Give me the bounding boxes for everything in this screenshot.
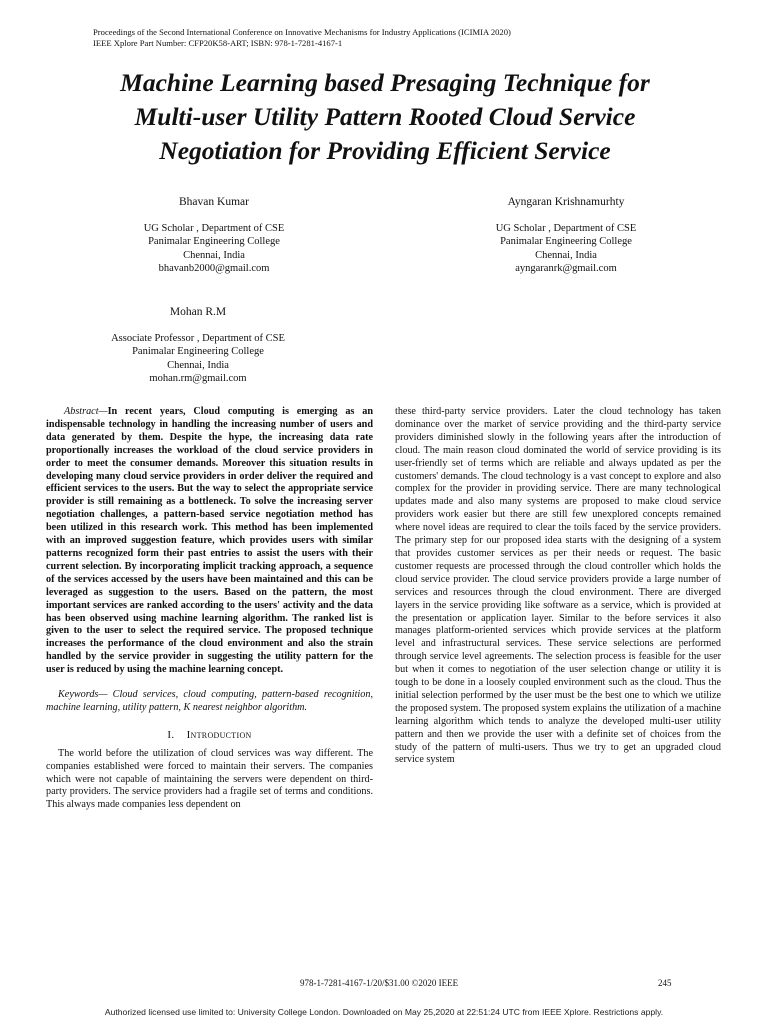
title-line-2: Multi-user Utility Pattern Rooted Cloud Service [134,102,636,131]
author-role: UG Scholar , Department of CSE [495,223,637,235]
author-name: Ayngaran Krishnamurhty [507,196,625,208]
abstract-label: Abstract— [64,406,108,417]
conference-header-line-1: Proceedings of the Second International Conference on Innovative Mechanisms for Industry Applications (ICIMIA 2020) [93,27,511,37]
author-block-3 [84,306,312,385]
author-block-1 [100,196,328,275]
author-email: mohan.rm@gmail.com [149,372,247,384]
author-block-2 [452,196,680,275]
paper-title [40,66,730,168]
author-role: Associate Professor , Department of CSE [111,333,285,345]
intro-paragraph-continued: these third-party service providers. Later the cloud technology has taken dominance over the market of service providing and the third-party service providers diminished slowly in the following years after the introduction of cloud. The main reason cloud dominated the world of service providing is its user-friendly set of terms which are reliable and always updated as per the customers' demands. The cloud technology is a vast concept to explore and also complex for the provider in providing service. There are many technological updates made and also many systems are proposed to make cloud service providers work easier but there are still few unexplored concepts remained where novel ideas are required to clear the toils faced by the service providers. The primary step for our proposed idea starts with the designing of a system that provides customer services as per their needs or request. The basic customer requests are processed through the cloud controller which holds the cloud service provider. The cloud service providers provide a large number of services and resources through the cloud environment. There are diverged layers in the service providing like software as a service, which is provided at the presentation or application layer. Similar to the before services it also manages platform-oriented services which provide services at the platform level and infrastructural services. These service selections are performed through service level agreements. The selection process is feasible for the user but when it comes to negotiation of the user selection change or utility it is tough to be done in a loosely coupled environment such as the cloud. Thus the initial selection performed by the user must be the best one to which we utilize the proposed system. The proposed system explains the utilization of a machine learning algorithm which tends to analyze the developed multi-user utility pattern and then we provide the user with a definite set of choices from the study of the pattern of multi-users. Thus we try to get an upgraded cloud service system [395,406,721,766]
left-column [46,406,373,812]
author-location: Chennai, India [535,249,597,261]
title-line-3: Negotiation for Providing Efficient Service [159,136,611,165]
intro-paragraph: The world before the utilization of cloud services was way different. The companies established were forced to maintain their servers. The companies which were not capable of maintaining the servers were dependent on third-party providers. The service providers had a fragile set of terms and conditions. This always made companies less dependent on [46,747,373,811]
section-title: Introduction [186,728,252,741]
conference-header-line-2: IEEE Xplore Part Number: CFP20K58-ART; ISBN: 978-1-7281-4167-1 [93,38,343,48]
license-notice: Authorized licensed use limited to: University College London. Downloaded on May 25,2020 at 22:51:24 UTC from IEEE Xplore. Restrictions apply. [104,1007,664,1017]
author-name: Mohan R.M [169,306,227,318]
author-location: Chennai, India [167,359,229,371]
author-email: bhavanb2000@gmail.com [158,262,270,274]
abstract-text: In recent years, Cloud computing is emerging as an indispensable technology in handling the increasing number of users and data generated by them. Despite the hype, the increasing data rate proportionally increases the workload of the cloud service providers in order to meet the consumer demands. Moreover this situation results in developing many cloud service providers in order deliver the required and efficient services to the users. But the way to select the appropriate service provider is still remaining as a bottleneck. To solve the increasing server negotiation challenges, a pattern-based service negotiation method has been utilized in this research work. This method has been implemented with an improved suggestion feature, which provides users with similar patterns recognized form their past entries to assist the users with their current selection. By incorporating implicit tracking approach, a sequence of the services accessed by the users have been maintained and this can be leveraged as suggestion to the users. Based on the pattern, the most important services are ranked according to the users' activity and the data has been observed using machine learning algorithm. The ranked list is given to the user to select the required service. The proposed technique increases the performance of the cloud environment and also the strain handled by the service provider in suggesting the utility pattern for the user is reduced by using the machine learning concept. [46,406,373,676]
author-institution: Panimalar Engineering College [148,236,280,248]
author-email: ayngaranrk@gmail.com [515,262,617,274]
author-role: UG Scholar , Department of CSE [143,223,285,235]
section-number: I. [167,728,175,741]
section-heading-introduction [46,729,373,742]
author-name: Bhavan Kumar [179,196,249,208]
keywords: Keywords— Cloud services, cloud computing, pattern-based recognition, machine learning, utility pattern, K nearest neighbor algorithm. [46,689,373,713]
page-number: 245 [658,978,672,988]
copyright-code: 978-1-7281-4167-1/20/$31.00 ©2020 IEEE [300,978,459,988]
right-column [395,406,721,767]
author-institution: Panimalar Engineering College [132,346,264,358]
title-line-1: Machine Learning based Presaging Technique for [120,68,650,97]
abstract [46,406,373,677]
author-location: Chennai, India [183,249,245,261]
author-institution: Panimalar Engineering College [500,236,632,248]
